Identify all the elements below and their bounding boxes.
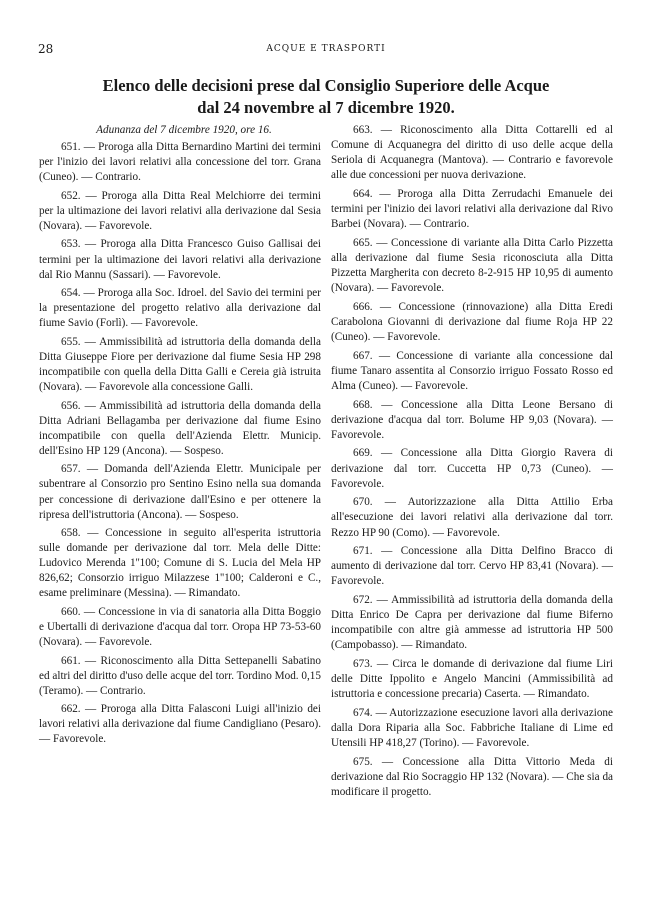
- title-line-1: Elenco delle decisioni prese dal Consiglio Superiore delle Acque: [102, 76, 550, 95]
- decision-entry-655: 655. — Ammissibilità ad istruttoria della domanda della Ditta Giuseppe Fiore per derivazione dal fiume Sesia HP 298 incompatibile con quella della Ditta Galli e Cereia già istruita (Novara). — Favorevole alla concessione Galli.: [39, 335, 321, 394]
- sitting-heading: Adunanza del 7 dicembre 1920, ore 16.: [96, 124, 272, 136]
- page-number: 28: [38, 42, 54, 56]
- right-column: [331, 123, 613, 804]
- decision-entry-653: 653. — Proroga alla Ditta Francesco Guiso Gallisai dei termini per la ultimazione dei lavori relativi alla derivazione dal Rio Mannu (Sassari). — Favorevole.: [39, 238, 321, 281]
- decision-entry-662: 662. — Proroga alla Ditta Falasconi Luigi all'inizio dei lavori relativi alla derivazione dal fiume Candigliano (Pesaro). — Favorevole.: [39, 703, 321, 746]
- left-column: [39, 123, 321, 751]
- decision-entry-675: 675. — Concessione alla Ditta Vittorio Meda di derivazione dal Rio Socraggio HP 132 (Novara). — Che sia da modificare il progetto.: [331, 755, 613, 798]
- decision-entry-654: 654. — Proroga alla Soc. Idroel. del Savio dei termini per la presentazione del progetto relativo alla derivazione dal fiume Savio (Forlì). — Favorevole.: [39, 287, 321, 330]
- decision-entry-658: 658. — Concessione in seguito all'esperita istruttoria sulle domande per derivazione dal torr. Mela delle Ditte: Ludovico Merenda 1''100; Comune di S. Lucia del Mela HP 826,62; Consorzio irriguo Milazzese 1''100; Calderoni e C., esame preliminare (Messina). — Rimandato.: [39, 527, 321, 600]
- decision-entry-669: 669. — Concessione alla Ditta Giorgio Ravera di derivazione dal torr. Cuccetta HP 0,73 (Cuneo). — Favorevole.: [331, 447, 613, 490]
- decision-entry-656: 656. — Ammissibilità ad istruttoria della domanda della Ditta Adriani Bellagamba per derivazione dal fiume Esino incompatibile con quella dell'Azienda Elettr. Municip. dell'Esino HP 129 (Ancona). — Sospeso.: [39, 399, 321, 457]
- decision-entry-666: 666. — Concessione (rinnovazione) alla Ditta Eredi Carabolona Giovanni di derivazione dal fiume Roja HP 22 (Cuneo). — Favorevole.: [331, 300, 613, 343]
- decision-entry-661: 661. — Riconoscimento alla Ditta Settepanelli Sabatino ed altri del diritto d'uso delle acque del torr. Tordino Mod. 0,15 (Teramo). — Contrario.: [39, 654, 321, 697]
- decision-entry-671: 671. — Concessione alla Ditta Delfino Bracco di aumento di derivazione dal torr. Cervo HP 83,41 (Novara). — Favorevole.: [331, 545, 613, 588]
- decision-entry-657: 657. — Domanda dell'Azienda Elettr. Municipale per subentrare al Consorzio pro Sentino Esino nella sua domanda per concessione di derivazione dall'Esino e per ottenere la ripresa dell'istruttoria (Ancona). — Sospeso.: [39, 463, 321, 521]
- running-header: ACQUE E TRASPORTI: [266, 44, 386, 54]
- document-title: [30, 75, 622, 119]
- decision-entry-660: 660. — Concessione in via di sanatoria alla Ditta Boggio e Ubertalli di derivazione d'acqua dal torr. Oropa HP 73-53-60 (Novara). — Favorevole.: [39, 605, 321, 649]
- decision-entry-670: 670. — Autorizzazione alla Ditta Attilio Erba all'esecuzione dei lavori relativi alla derivazione dal torr. Rezzo HP 90 (Como). — Favorevole.: [331, 496, 613, 539]
- title-line-2: dal 24 novembre al 7 dicembre 1920.: [197, 98, 455, 117]
- decision-entry-674: 674. — Autorizzazione esecuzione lavori alla derivazione dalla Dora Riparia alla Soc. Fabbriche Italiane di Lime ed Utensili HP 418,27 (Torino). — Favorevole.: [331, 706, 613, 750]
- decision-entry-665: 665. — Concessione di variante alla Ditta Carlo Pizzetta alla derivazione dal fiume Sesia riconosciuta alla Ditta Pizzetta Margherita con decreto 8-2-915 HP 10,95 di aumento (Novara). — Favorevole.: [331, 236, 613, 295]
- decision-entry-664: 664. — Proroga alla Ditta Zerrudachi Emanuele dei termini per l'inizio dei lavori relativi alla derivazione dal Rivo Barbei (Novara). — Contrario.: [331, 187, 613, 231]
- decision-entry-652: 652. — Proroga alla Ditta Real Melchiorre dei termini per la ultimazione dei lavori relativi alla derivazione dal Sesia (Novara). — Favorevole.: [39, 189, 321, 232]
- decision-entry-668: 668. — Concessione alla Ditta Leone Bersano di derivazione d'acqua dal torr. Bolume HP 9,03 (Novara). — Favorevole.: [331, 398, 613, 441]
- decision-entry-673: 673. — Circa le domande di derivazione dal fiume Liri delle Ditte Ippolito e Angelo Mancini (Ammissibilità ad istruttoria e concessione precaria) Caserta. — Rimandato.: [331, 658, 613, 701]
- decision-entry-667: 667. — Concessione di variante alla concessione dal fiume Tanaro assentita al Consorzio irriguo Fossato Rosso ed Alma (Cuneo). — Favorevole.: [331, 349, 613, 392]
- decision-entry-651: 651. — Proroga alla Ditta Bernardino Martini dei termini per l'inizio dei lavori relativi alla concessione del torr. Grana (Cuneo). — Contrario.: [39, 141, 321, 184]
- decision-entry-663: 663. — Riconoscimento alla Ditta Cottarelli ed al Comune di Acquanegra del diritto di uso delle acque della Seriola di Acquanegra (Mantova). — Contrario e favorevole alle due concessioni per nuova derivazione.: [331, 124, 613, 182]
- decision-entry-672: 672. — Ammissibilità ad istruttoria della domanda della Ditta Enrico De Capra per derivazione dal fiume Biferno incompatibile con altre già ammesse ad istruttoria HP 500 (Campobasso). — Rimandato.: [331, 594, 613, 652]
